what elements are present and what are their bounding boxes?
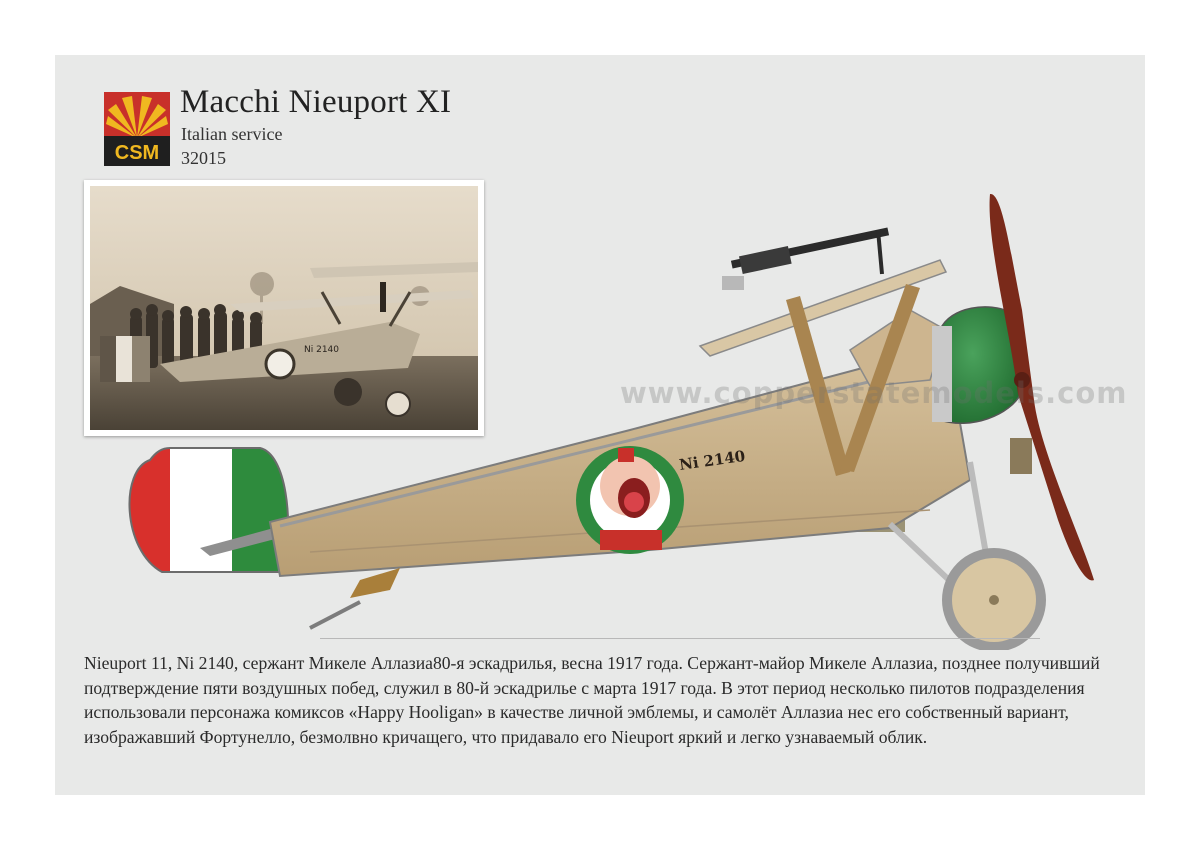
photo-serial: Ni 2140 — [304, 345, 339, 355]
page-subtitle: Italian service — [181, 124, 283, 144]
page-title: Macchi Nieuport XI — [180, 84, 452, 120]
machine-gun — [722, 227, 889, 290]
fuselage-serial: Ni 2140 — [678, 446, 747, 474]
hooligan-roundel — [576, 446, 684, 554]
aircraft-profile — [110, 180, 1110, 650]
kit-code: 32015 — [181, 148, 226, 168]
aircraft-description: Nieuport 11, Ni 2140, сержант Микеле Аллазиа80-я эскадрилья, весна 1917 года. Сержант-майор Микеле Аллазиа, позднее получивший подтверждение пяти воздушных побед, служил в 80-й эскадрилье с марта 1917 года. В этот период несколько пилотов подразделения использовали персонажа комиксов «Happy Hooligan» в качестве личной эмблемы, и самолёт Аллазиа нес его собственный вариант, изображавший Фортунелло, безмолвно кричащего, что придавало его Nieuport яркий и легко узнаваемый облик. — [84, 653, 1100, 747]
csm-logo — [104, 92, 170, 166]
ground-line — [320, 638, 1040, 639]
logo-text: CSM — [114, 142, 160, 164]
watermark: www.copperstatemodels.com — [620, 376, 1128, 410]
landing-wheel — [942, 548, 1046, 650]
